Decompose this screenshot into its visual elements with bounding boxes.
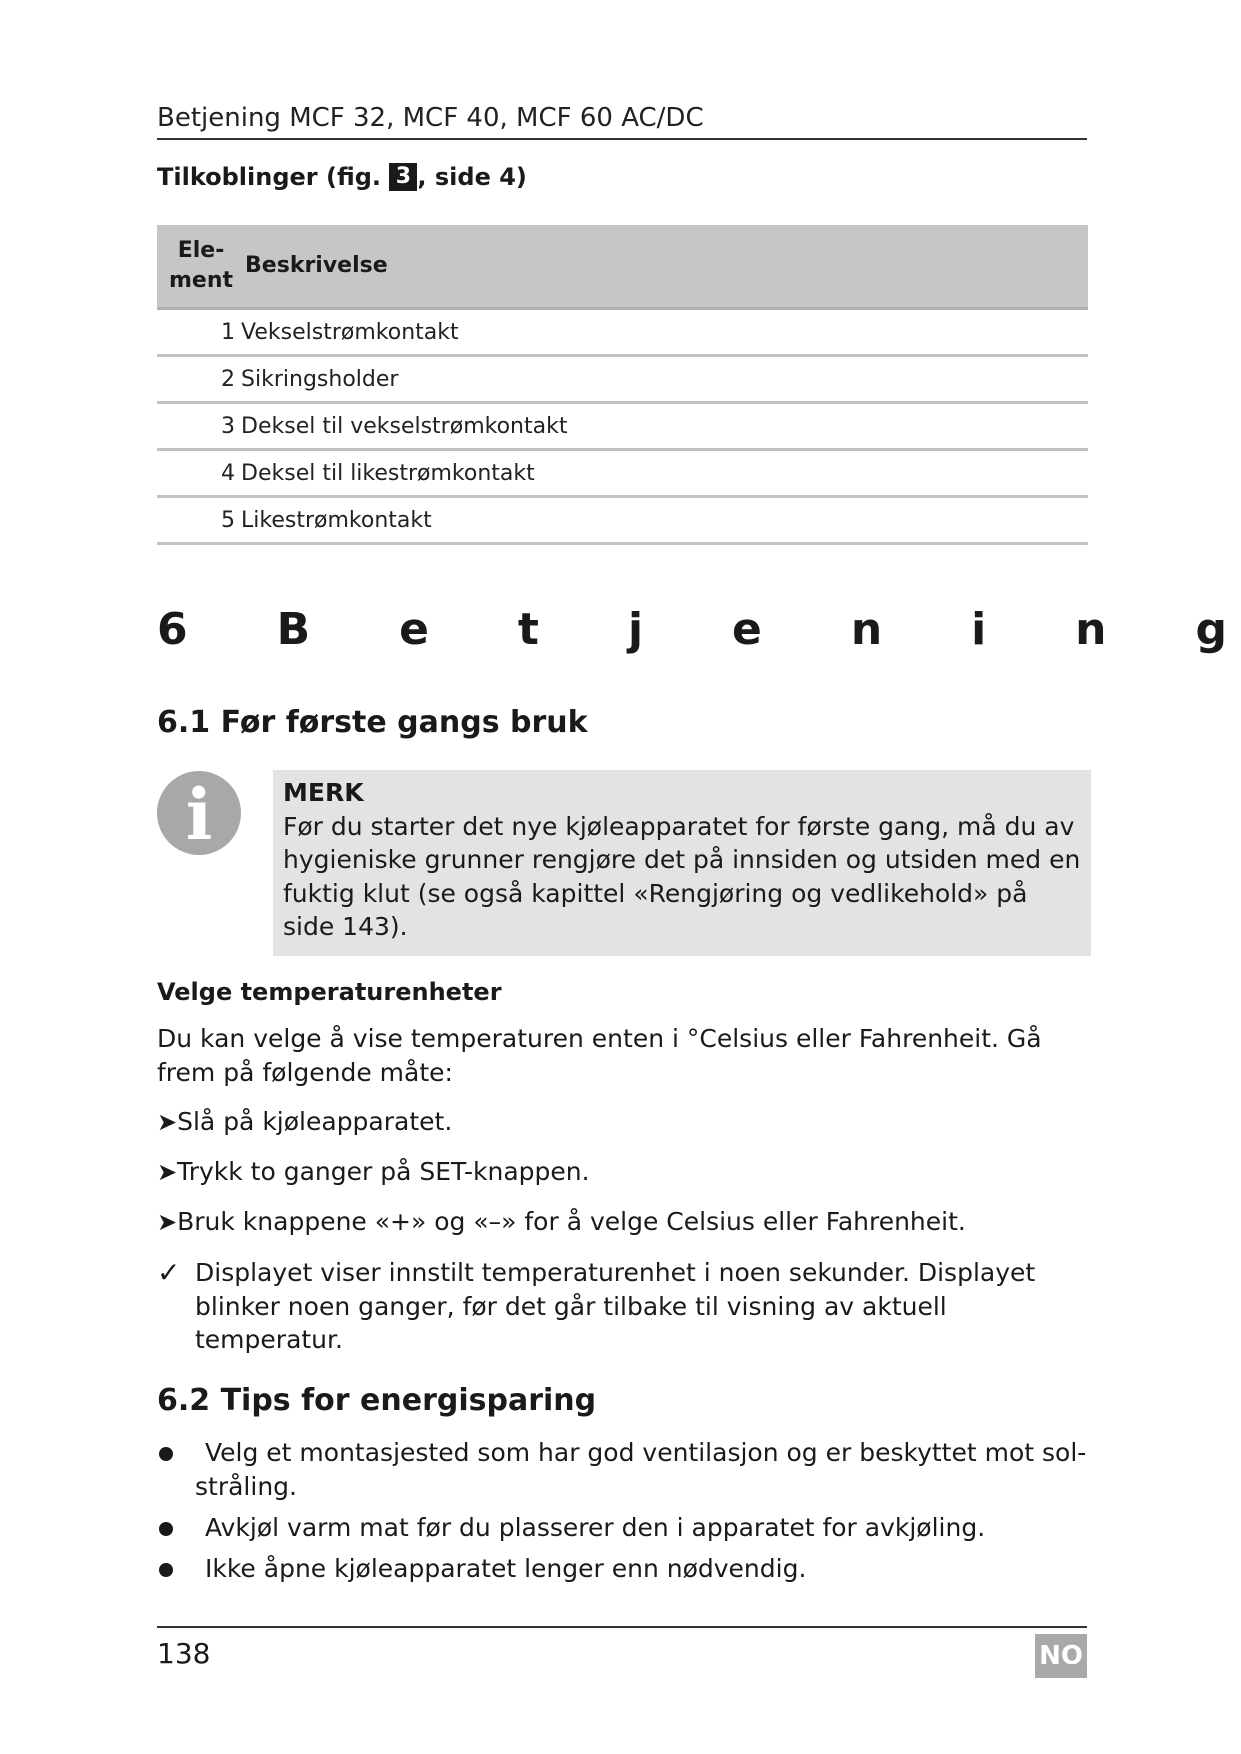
chapter-letter: 6 — [157, 604, 188, 655]
page-number: 138 — [157, 1637, 211, 1670]
table-row — [157, 497, 1088, 544]
bullet-icon — [159, 1563, 173, 1577]
connections-title — [157, 160, 527, 194]
note-text: Før du starter det nye kjøleapparatet for første gang, må du av hygieniske grunner rengjøre det på innsiden og utsiden med en fuktig klut (se også kapittel «Rengjøring og vedlikehold» på side 143). — [283, 811, 1081, 941]
cell-element: 3 — [157, 403, 237, 450]
chapter-letter: e — [399, 604, 429, 655]
column-header-element-line2: ment — [169, 268, 234, 293]
bullet-icon — [159, 1447, 173, 1461]
table-row — [157, 403, 1088, 450]
table-header-row — [157, 225, 1088, 309]
instruction-step — [157, 1155, 590, 1189]
arrow-right-icon: ➤ — [157, 1158, 178, 1186]
chapter-letter: j — [627, 604, 644, 655]
footer-divider — [157, 1626, 1087, 1628]
column-header-element — [157, 225, 237, 309]
cell-element: 2 — [157, 356, 237, 403]
cell-description: Deksel til likestrømkontakt — [237, 450, 1088, 497]
chapter-heading — [157, 600, 1227, 660]
connections-title-prefix: Tilkoblinger (fig. — [157, 163, 390, 191]
arrow-right-icon: ➤ — [157, 1108, 178, 1136]
cell-description: Likestrømkontakt — [237, 497, 1088, 544]
step-text: Slå på kjøleapparatet. — [177, 1107, 453, 1136]
list-item-text: Avkjøl varm mat før du plasserer den i apparatet for avkjøling. — [205, 1513, 986, 1542]
list-item — [157, 1552, 1087, 1586]
cell-element: 1 — [157, 309, 237, 356]
column-header-description: Beskrivelse — [237, 225, 1088, 309]
step-text: Bruk knappene «+» og «–» for å velge Celsius eller Fahrenheit. — [177, 1207, 966, 1236]
list-item-text: Ikke åpne kjøleapparatet lenger enn nødvendig. — [205, 1554, 807, 1583]
bullet-icon — [159, 1522, 173, 1536]
instruction-step — [157, 1205, 966, 1239]
list-item-text: Velg et montasjested som har god ventilasjon og er beskyttet mot sol-stråling. — [195, 1438, 1087, 1501]
figure-number-badge: 3 — [389, 163, 417, 191]
running-header: Betjening MCF 32, MCF 40, MCF 60 AC/DC — [157, 100, 1087, 140]
cell-description: Vekselstrømkontakt — [237, 309, 1088, 356]
chapter-letter: t — [517, 604, 539, 655]
cell-description: Deksel til vekselstrømkontakt — [237, 403, 1088, 450]
note-title: MERK — [283, 778, 364, 807]
instruction-step — [157, 1105, 452, 1139]
chapter-letter: e — [732, 604, 762, 655]
checkmark-icon: ✓ — [157, 1256, 181, 1289]
note-box — [273, 770, 1091, 956]
section-6-2-heading: 6.2 Tips for energisparing — [157, 1383, 597, 1418]
chapter-letter: n — [850, 604, 883, 655]
column-header-element-line1: Ele- — [177, 238, 225, 263]
chapter-letter: B — [276, 604, 311, 655]
chapter-letter: g — [1195, 604, 1227, 655]
connections-table — [157, 225, 1088, 545]
connections-title-suffix: , side 4) — [417, 163, 527, 191]
table-row — [157, 356, 1088, 403]
temperature-units-subheading: Velge temperaturenheter — [157, 978, 502, 1006]
table-row — [157, 450, 1088, 497]
chapter-letter: n — [1075, 604, 1107, 655]
section-6-1-heading: 6.1 Før første gangs bruk — [157, 705, 588, 740]
instruction-result — [157, 1256, 1087, 1357]
step-text: Trykk to ganger på SET-knappen. — [177, 1157, 590, 1186]
list-item — [157, 1436, 1087, 1503]
cell-element: 5 — [157, 497, 237, 544]
cell-description: Sikringsholder — [237, 356, 1088, 403]
result-text: Displayet viser innstilt temperaturenhet i noen sekunder. Displayet blinker noen ganger, før det går tilbake til visning av aktuell temperatur. — [195, 1258, 1036, 1354]
table-row — [157, 309, 1088, 356]
chapter-letter: i — [971, 604, 987, 655]
language-tab: NO — [1035, 1634, 1087, 1678]
list-item — [157, 1511, 1087, 1545]
arrow-right-icon: ➤ — [157, 1208, 178, 1236]
info-icon: i — [157, 771, 241, 855]
cell-element: 4 — [157, 450, 237, 497]
temperature-units-intro: Du kan velge å vise temperaturen enten i °Celsius eller Fahrenheit. Gå frem på følgende måte: — [157, 1024, 1042, 1087]
